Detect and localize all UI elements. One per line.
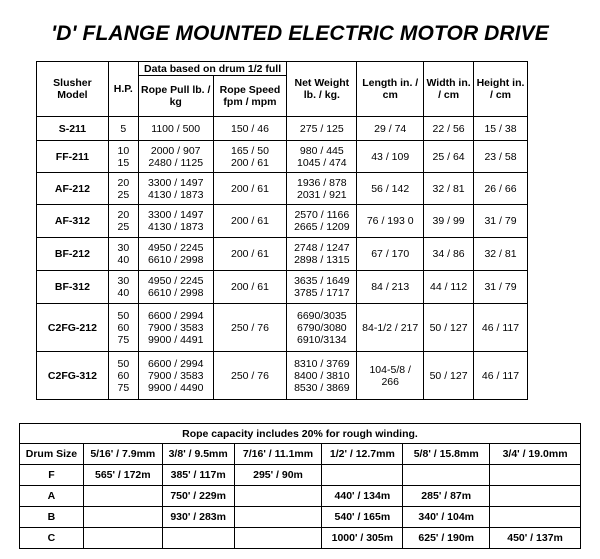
header-net-weight: Net Weight lb. / kg. [287,62,357,117]
spec-cell-speed: 250 / 76 [213,304,287,352]
spec-cell-pull: 4950 / 2245 6610 / 2998 [138,238,213,271]
spec-cell-model: C2FG-212 [37,304,109,352]
spec-cell-speed: 200 / 61 [213,271,287,304]
spec-cell-length: 84-1/2 / 217 [357,304,424,352]
header-width: Width in. / cm [424,62,474,117]
rope-cell: 930' / 283m [162,507,234,528]
rope-cell [234,528,322,549]
spec-cell-height: 15 / 38 [474,117,528,141]
spec-cell-width: 44 / 112 [424,271,474,304]
spec-cell-model: AF-212 [37,173,109,205]
spec-cell-height: 26 / 66 [474,173,528,205]
spec-cell-length: 67 / 170 [357,238,424,271]
rope-cell: 540' / 165m [322,507,403,528]
spec-cell-speed: 200 / 61 [213,173,287,205]
rope-cell [490,507,581,528]
rope-drum-size: A [20,486,84,507]
spec-cell-width: 50 / 127 [424,352,474,400]
spec-row [37,271,528,304]
rope-cell [83,528,162,549]
spec-cell-pull: 3300 / 1497 4130 / 1873 [138,205,213,238]
rope-cell: 440' / 134m [322,486,403,507]
rope-header-cell: 5/16' / 7.9mm [83,444,162,465]
spec-cell-speed: 200 / 61 [213,238,287,271]
page-title: 'D' FLANGE MOUNTED ELECTRIC MOTOR DRIVE [51,22,549,45]
spec-cell-width: 32 / 81 [424,173,474,205]
spec-cell-hp: 30 40 [108,271,138,304]
rope-header-cell: Drum Size [20,444,84,465]
spec-cell-width: 34 / 86 [424,238,474,271]
spec-cell-width: 22 / 56 [424,117,474,141]
header-drum-group: Data based on drum 1/2 full [138,62,287,76]
spec-cell-height: 31 / 79 [474,205,528,238]
rope-drum-size: C [20,528,84,549]
rope-cell [322,465,403,486]
spec-cell-model: C2FG-312 [37,352,109,400]
spec-cell-weight: 2570 / 1166 2665 / 1209 [287,205,357,238]
spec-cell-weight: 6690/3035 6790/3080 6910/3134 [287,304,357,352]
spec-cell-length: 43 / 109 [357,141,424,173]
rope-cell: 295' / 90m [234,465,322,486]
header-model: Slusher Model [37,62,109,117]
rope-cell: 340' / 104m [403,507,490,528]
spec-cell-hp: 20 25 [108,173,138,205]
spec-cell-height: 46 / 117 [474,352,528,400]
rope-cell [234,486,322,507]
spec-cell-length: 76 / 193 0 [357,205,424,238]
rope-cell: 565' / 172m [83,465,162,486]
spec-cell-height: 32 / 81 [474,238,528,271]
spec-cell-model: AF-312 [37,205,109,238]
spec-cell-weight: 3635 / 1649 3785 / 1717 [287,271,357,304]
spec-cell-height: 46 / 117 [474,304,528,352]
spec-cell-length: 56 / 142 [357,173,424,205]
spec-cell-length: 29 / 74 [357,117,424,141]
spec-cell-hp: 20 25 [108,205,138,238]
spec-row [37,352,528,400]
spec-cell-speed: 165 / 50 200 / 61 [213,141,287,173]
rope-cell [490,465,581,486]
rope-row [20,486,581,507]
spec-cell-width: 39 / 99 [424,205,474,238]
spec-row [37,173,528,205]
rope-cell: 285' / 87m [403,486,490,507]
rope-cell [490,486,581,507]
spec-cell-width: 50 / 127 [424,304,474,352]
spec-cell-hp: 30 40 [108,238,138,271]
spec-cell-weight: 2748 / 1247 2898 / 1315 [287,238,357,271]
spec-cell-weight: 1936 / 878 2031 / 921 [287,173,357,205]
rope-cell [83,507,162,528]
rope-drum-size: B [20,507,84,528]
rope-cell [234,507,322,528]
rope-cell: 625' / 190m [403,528,490,549]
rope-drum-size: F [20,465,84,486]
header-height: Height in. / cm [474,62,528,117]
spec-cell-hp: 10 15 [108,141,138,173]
spec-cell-speed: 250 / 76 [213,352,287,400]
rope-row [20,507,581,528]
rope-cell: 385' / 117m [162,465,234,486]
header-rope-speed: Rope Speed fpm / mpm [213,76,287,117]
rope-row [20,465,581,486]
header-rope-pull: Rope Pull lb. / kg [138,76,213,117]
spec-row [37,205,528,238]
spec-cell-weight: 980 / 445 1045 / 474 [287,141,357,173]
rope-cell [83,486,162,507]
spec-cell-pull: 6600 / 2994 7900 / 3583 9900 / 4490 [138,352,213,400]
spec-cell-height: 23 / 58 [474,141,528,173]
spec-row [37,117,528,141]
spec-cell-hp: 5 [108,117,138,141]
spec-cell-width: 25 / 64 [424,141,474,173]
rope-capacity-table [19,423,581,549]
spec-row [37,238,528,271]
rope-cell [403,465,490,486]
spec-row [37,304,528,352]
spec-cell-pull: 3300 / 1497 4130 / 1873 [138,173,213,205]
spec-cell-speed: 200 / 61 [213,205,287,238]
spec-row [37,141,528,173]
rope-header-cell: 3/8' / 9.5mm [162,444,234,465]
spec-cell-model: FF-211 [37,141,109,173]
spec-cell-pull: 2000 / 907 2480 / 1125 [138,141,213,173]
spec-cell-model: S-211 [37,117,109,141]
spec-cell-pull: 1100 / 500 [138,117,213,141]
spec-cell-weight: 275 / 125 [287,117,357,141]
spec-cell-pull: 4950 / 2245 6610 / 2998 [138,271,213,304]
spec-cell-model: BF-212 [37,238,109,271]
header-length: Length in. / cm [357,62,424,117]
spec-cell-length: 84 / 213 [357,271,424,304]
spec-cell-pull: 6600 / 2994 7900 / 3583 9900 / 4491 [138,304,213,352]
motor-spec-table [36,61,528,400]
header-hp: H.P. [108,62,138,117]
rope-header-cell: 1/2' / 12.7mm [322,444,403,465]
rope-header-cell: 5/8' / 15.8mm [403,444,490,465]
spec-cell-hp: 50 60 75 [108,304,138,352]
spec-cell-hp: 50 60 75 [108,352,138,400]
rope-cell: 450' / 137m [490,528,581,549]
rope-cell [162,528,234,549]
rope-header-cell: 7/16' / 11.1mm [234,444,322,465]
rope-caption: Rope capacity includes 20% for rough winding. [20,424,581,444]
rope-row [20,528,581,549]
rope-cell: 1000' / 305m [322,528,403,549]
spec-cell-weight: 8310 / 3769 8400 / 3810 8530 / 3869 [287,352,357,400]
rope-header-cell: 3/4' / 19.0mm [490,444,581,465]
spec-cell-height: 31 / 79 [474,271,528,304]
spec-cell-length: 104-5/8 / 266 [357,352,424,400]
spec-cell-model: BF-312 [37,271,109,304]
rope-cell: 750' / 229m [162,486,234,507]
spec-cell-speed: 150 / 46 [213,117,287,141]
